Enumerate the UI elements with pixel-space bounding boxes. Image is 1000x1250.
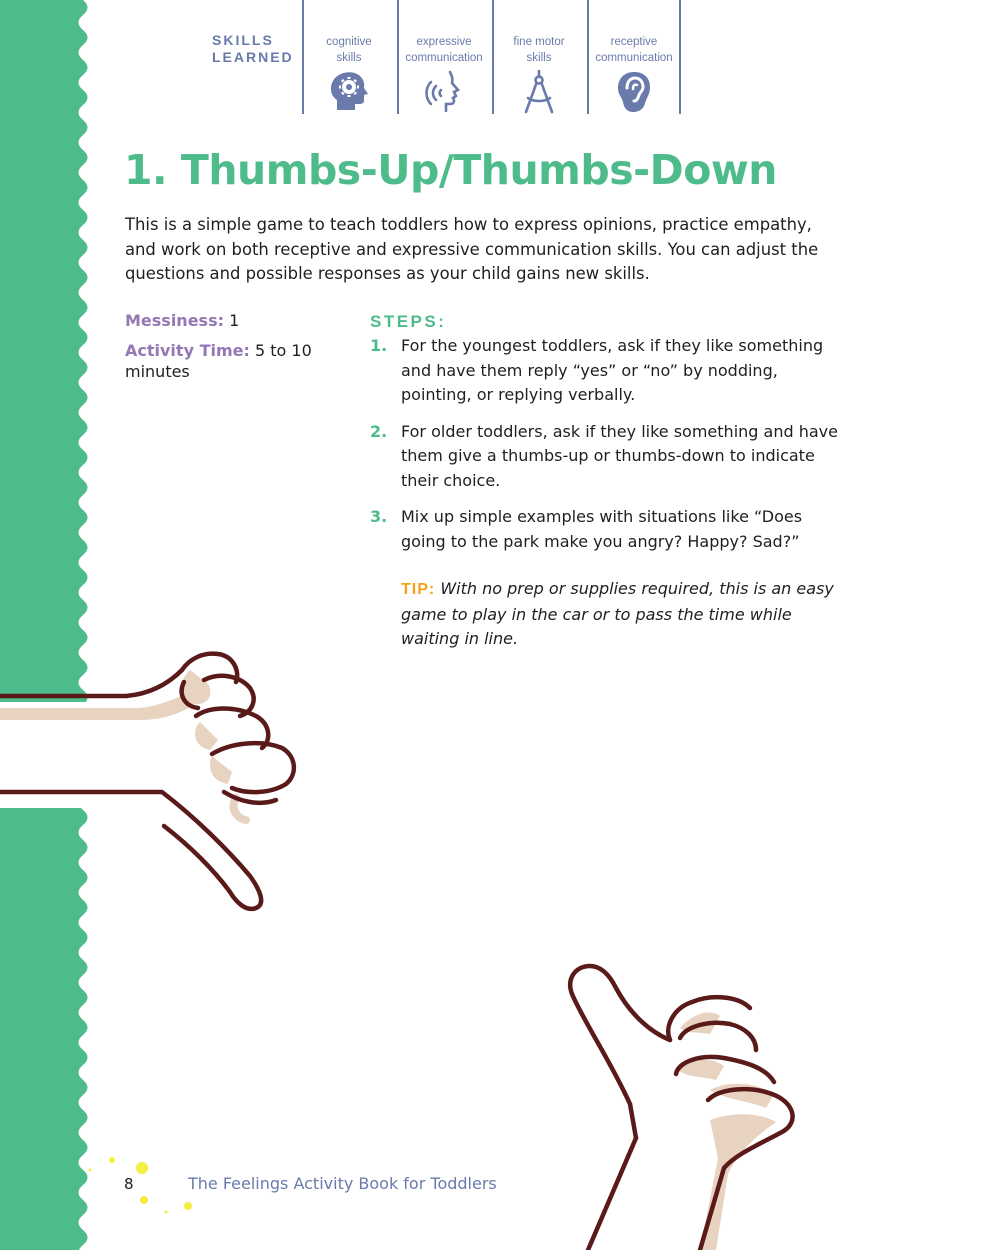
tip-box [401,577,841,652]
steps-list [370,334,840,566]
activity-intro: This is a simple game to teach toddlers how to express opinions, practice empathy, and work on both receptive and expressive communication skills. You can adjust the questions and possible responses as your child gains new skills. [125,215,819,283]
skill-receptive-communication: receptive communication [587,0,681,114]
ear-icon [614,70,654,114]
tip-label: TIP: [401,581,436,598]
skill-fine-motor: fine motor skills [492,0,586,114]
steps-heading: STEPS: [370,312,447,331]
thumbs-down-hand-illustration [0,640,320,920]
skill-expressive-communication: expressive communication [397,0,491,114]
wavy-green-border [0,0,100,1250]
tip-text: With no prep or supplies required, this is an easy game to play in the car or to pass the time while waiting in line. [401,579,834,648]
list-item: 2. For older toddlers, ask if they like something and have them give a thumbs-up or thumbs-down to indicate their choice. [370,421,838,490]
messiness-row [125,310,355,331]
activity-time-value: 5 to 10 minutes [125,341,312,381]
book-title: The Feelings Activity Book for Toddlers [188,1174,497,1193]
activity-title: 1. Thumbs-Up/Thumbs-Down [124,146,777,194]
skill-cognitive: cognitive skills [302,0,396,114]
page-number: 8 [124,1175,134,1193]
decorative-dots [82,1150,202,1220]
compass-icon [519,70,559,114]
activity-time-row [125,340,355,382]
skills-learned-label: SKILLS LEARNED [212,32,294,65]
thumbs-up-hand-illustration [560,958,820,1250]
messiness-label: Messiness: [125,311,224,330]
head-gear-icon [327,70,371,110]
messiness-value: 1 [229,311,240,330]
activity-time-label: Activity Time: [125,341,250,360]
list-item: 1. For the youngest toddlers, ask if they like something and have them reply “yes” or “no” by nodding, pointing, or replying verbally. [370,336,824,404]
activity-meta [125,310,355,391]
speaking-face-icon [422,70,466,112]
list-item: 3. Mix up simple examples with situations like “Does going to the park make you angry? Happy? Sad?” [370,507,803,551]
